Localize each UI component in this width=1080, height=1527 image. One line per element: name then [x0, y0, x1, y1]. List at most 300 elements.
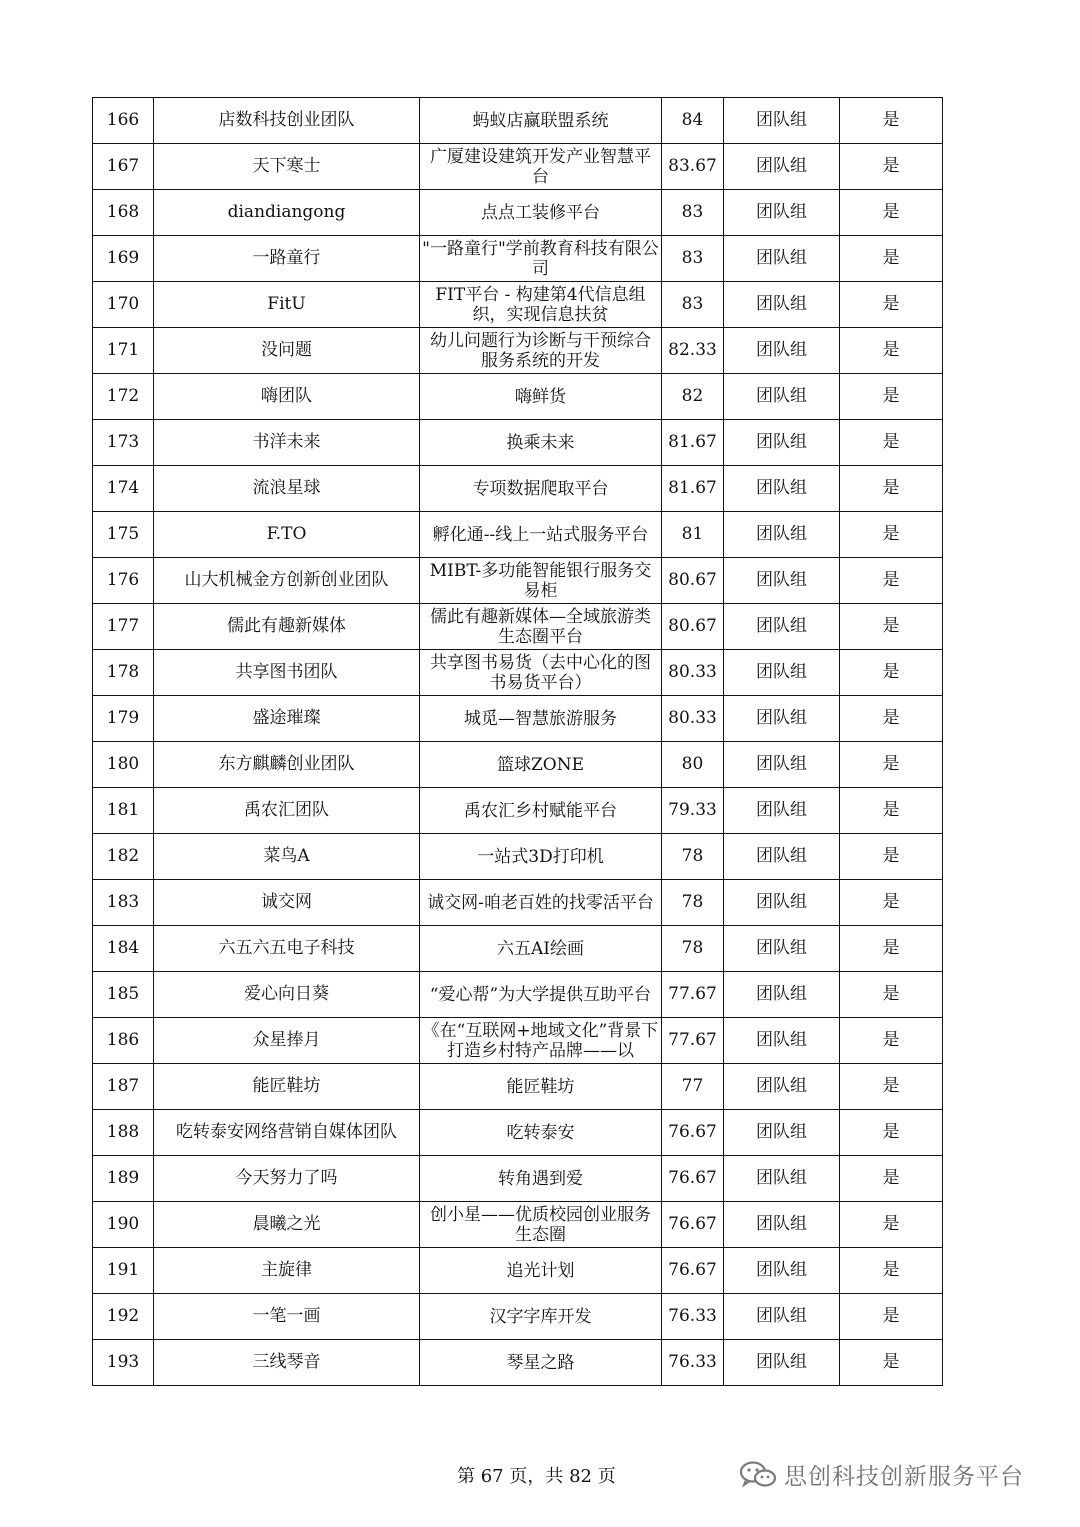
- group-cell: [724, 604, 840, 650]
- team-name-cell: [154, 282, 420, 328]
- rank-cell-text: 186: [106, 1030, 140, 1050]
- table-body: [93, 98, 943, 1386]
- rank-cell: [93, 972, 154, 1018]
- table-row: [93, 282, 943, 328]
- rank-cell-text: 170: [106, 294, 140, 314]
- qualified-cell: [840, 328, 943, 374]
- qualified-cell-text: 是: [882, 340, 900, 360]
- qualified-cell: [840, 1248, 943, 1294]
- table-row: [93, 972, 943, 1018]
- table-row: [93, 512, 943, 558]
- group-cell-text: 团队组: [756, 1352, 807, 1372]
- group-cell: [724, 374, 840, 420]
- team-name-cell-text: 主旋律: [261, 1260, 312, 1280]
- project-name-cell: [420, 420, 662, 466]
- group-cell: [724, 420, 840, 466]
- team-name-cell: [154, 466, 420, 512]
- qualified-cell-text: 是: [882, 892, 900, 912]
- score-cell: [662, 604, 724, 650]
- group-cell-text: 团队组: [756, 708, 807, 728]
- project-name-cell: [420, 1064, 662, 1110]
- qualified-cell: [840, 558, 943, 604]
- score-cell-text: 78: [681, 938, 704, 958]
- group-cell: [724, 282, 840, 328]
- rank-cell: [93, 1110, 154, 1156]
- team-name-cell: [154, 1340, 420, 1386]
- project-name-cell-text: MIBT-多功能智能银行服务交易柜: [429, 560, 652, 601]
- qualified-cell-text: 是: [882, 248, 900, 268]
- watermark: [738, 1458, 1024, 1491]
- score-cell-text: 77: [681, 1076, 704, 1096]
- group-cell: [724, 236, 840, 282]
- qualified-cell-text: 是: [882, 386, 900, 406]
- team-name-cell: [154, 190, 420, 236]
- team-name-cell: [154, 144, 420, 190]
- qualified-cell: [840, 972, 943, 1018]
- group-cell-text: 团队组: [756, 478, 807, 498]
- score-cell: [662, 190, 724, 236]
- project-name-cell: [420, 558, 662, 604]
- project-name-cell-text: 篮球ZONE: [496, 754, 585, 775]
- group-cell: [724, 190, 840, 236]
- qualified-cell: [840, 1018, 943, 1064]
- team-name-cell-text: 店数科技创业团队: [218, 110, 355, 130]
- qualified-cell: [840, 282, 943, 328]
- qualified-cell: [840, 98, 943, 144]
- score-cell-text: 79.33: [668, 800, 717, 820]
- score-cell: [662, 328, 724, 374]
- team-name-cell-text: 山大机械金方创新创业团队: [184, 570, 389, 590]
- table-row: [93, 190, 943, 236]
- project-name-cell: [420, 1156, 662, 1202]
- team-name-cell-text: 书洋未来: [252, 432, 321, 452]
- project-name-cell-text: 诚交网-咱老百姓的找零活平台: [427, 892, 654, 913]
- score-cell-text: 78: [681, 892, 704, 912]
- score-cell-text: 81.67: [668, 432, 717, 452]
- group-cell-text: 团队组: [756, 800, 807, 820]
- rank-cell-text: 189: [106, 1168, 140, 1188]
- project-name-cell-text: 追光计划: [506, 1260, 575, 1281]
- qualified-cell: [840, 1202, 943, 1248]
- project-name-cell-text: 换乘未来: [506, 432, 575, 453]
- project-name-cell-text: 共享图书易货（去中心化的图书易货平台）: [430, 652, 651, 693]
- team-name-cell: [154, 834, 420, 880]
- group-cell: [724, 742, 840, 788]
- group-cell: [724, 328, 840, 374]
- project-name-cell: [420, 742, 662, 788]
- qualified-cell-text: 是: [882, 846, 900, 866]
- group-cell: [724, 696, 840, 742]
- project-name-cell-text: 一站式3D打印机: [477, 846, 604, 867]
- table-row: [93, 1294, 943, 1340]
- project-name-cell-text: 转角遇到爱: [498, 1168, 583, 1189]
- team-name-cell-text: 嗨团队: [261, 386, 312, 406]
- team-name-cell-text: 三线琴音: [252, 1352, 321, 1372]
- project-name-cell-text: 点点工装修平台: [481, 202, 600, 223]
- rank-cell-text: 192: [106, 1306, 140, 1326]
- team-name-cell-text: 今天努力了吗: [235, 1168, 338, 1188]
- rank-cell-text: 167: [106, 156, 140, 176]
- score-cell: [662, 742, 724, 788]
- score-cell-text: 83: [681, 202, 704, 222]
- group-cell-text: 团队组: [756, 754, 807, 774]
- group-cell: [724, 512, 840, 558]
- score-cell-text: 82: [681, 386, 704, 406]
- project-name-cell: [420, 1248, 662, 1294]
- group-cell-text: 团队组: [756, 294, 807, 314]
- score-cell-text: 81.67: [668, 478, 717, 498]
- table-row: [93, 650, 943, 696]
- score-cell: [662, 512, 724, 558]
- score-cell: [662, 1156, 724, 1202]
- qualified-cell-text: 是: [882, 524, 900, 544]
- qualified-cell: [840, 1064, 943, 1110]
- group-cell-text: 团队组: [756, 984, 807, 1004]
- score-cell-text: 83: [681, 294, 704, 314]
- project-name-cell: [420, 466, 662, 512]
- score-cell-text: 80.67: [668, 570, 717, 590]
- team-name-cell-text: 一路童行: [252, 248, 321, 268]
- qualified-cell: [840, 1340, 943, 1386]
- group-cell-text: 团队组: [756, 386, 807, 406]
- table-row: [93, 1340, 943, 1386]
- rank-cell: [93, 834, 154, 880]
- group-cell-text: 团队组: [756, 524, 807, 544]
- group-cell-text: 团队组: [756, 1030, 807, 1050]
- qualified-cell-text: 是: [882, 202, 900, 222]
- table-row: [93, 926, 943, 972]
- team-name-cell-text: 东方麒麟创业团队: [218, 754, 355, 774]
- rank-cell-text: 179: [106, 708, 140, 728]
- qualified-cell-text: 是: [882, 294, 900, 314]
- wechat-icon: [738, 1460, 778, 1490]
- qualified-cell-text: 是: [882, 1122, 900, 1142]
- score-cell: [662, 650, 724, 696]
- score-cell: [662, 972, 724, 1018]
- rank-cell-text: 173: [106, 432, 140, 452]
- rank-cell: [93, 1064, 154, 1110]
- score-cell-text: 83: [681, 248, 704, 268]
- qualified-cell-text: 是: [882, 616, 900, 636]
- score-cell-text: 78: [681, 846, 704, 866]
- table-row: [93, 1018, 943, 1064]
- score-cell: [662, 1294, 724, 1340]
- team-name-cell-text: 诚交网: [261, 892, 312, 912]
- group-cell: [724, 1018, 840, 1064]
- score-cell: [662, 1110, 724, 1156]
- group-cell-text: 团队组: [756, 432, 807, 452]
- table-row: [93, 788, 943, 834]
- rank-cell: [93, 282, 154, 328]
- team-name-cell: [154, 1018, 420, 1064]
- project-name-cell-text: 汉字字库开发: [489, 1306, 592, 1327]
- project-name-cell-text: “爱心帮”为大学提供互助平台: [429, 984, 652, 1005]
- group-cell-text: 团队组: [756, 570, 807, 590]
- group-cell-text: 团队组: [756, 1168, 807, 1188]
- project-name-cell-text: 城觅—智慧旅游服务: [464, 708, 617, 729]
- group-cell: [724, 98, 840, 144]
- rank-cell: [93, 1340, 154, 1386]
- group-cell-text: 团队组: [756, 938, 807, 958]
- team-name-cell: [154, 788, 420, 834]
- qualified-cell: [840, 604, 943, 650]
- group-cell-text: 团队组: [756, 110, 807, 130]
- project-name-cell-text: 禹农汇乡村赋能平台: [464, 800, 617, 821]
- project-name-cell: [420, 834, 662, 880]
- group-cell: [724, 1340, 840, 1386]
- qualified-cell-text: 是: [882, 1306, 900, 1326]
- score-cell: [662, 1202, 724, 1248]
- project-name-cell: [420, 1294, 662, 1340]
- score-cell: [662, 1248, 724, 1294]
- team-name-cell-text: F.TO: [266, 524, 307, 544]
- score-cell: [662, 466, 724, 512]
- rank-cell-text: 187: [106, 1076, 140, 1096]
- project-name-cell: [420, 1340, 662, 1386]
- rank-cell: [93, 1248, 154, 1294]
- table-row: [93, 328, 943, 374]
- team-name-cell-text: 众星捧月: [252, 1030, 321, 1050]
- team-name-cell: [154, 1294, 420, 1340]
- project-name-cell-text: FIT平台 - 构建第4代信息组织，实现信息扶贫: [435, 284, 646, 325]
- qualified-cell: [840, 236, 943, 282]
- group-cell: [724, 1248, 840, 1294]
- team-name-cell: [154, 972, 420, 1018]
- project-name-cell: [420, 604, 662, 650]
- team-name-cell: [154, 236, 420, 282]
- group-cell: [724, 880, 840, 926]
- table-row: [93, 1110, 943, 1156]
- qualified-cell-text: 是: [882, 662, 900, 682]
- score-cell: [662, 1064, 724, 1110]
- qualified-cell-text: 是: [882, 570, 900, 590]
- project-name-cell-text: 琴星之路: [506, 1352, 575, 1373]
- project-name-cell: [420, 98, 662, 144]
- group-cell: [724, 926, 840, 972]
- project-name-cell-text: 蚂蚁店赢联盟系统: [472, 110, 609, 131]
- project-name-cell-text: 孵化通--线上一站式服务平台: [432, 524, 649, 545]
- score-cell-text: 80.33: [668, 708, 717, 728]
- group-cell-text: 团队组: [756, 1260, 807, 1280]
- team-name-cell: [154, 420, 420, 466]
- project-name-cell: [420, 282, 662, 328]
- rank-cell: [93, 1018, 154, 1064]
- project-name-cell-text: 专项数据爬取平台: [472, 478, 609, 499]
- project-name-cell-text: 《在“互联网+地域文化”背景下打造乡村特产品牌——以: [422, 1020, 659, 1061]
- rank-cell-text: 168: [106, 202, 140, 222]
- rank-cell: [93, 742, 154, 788]
- table-row: [93, 236, 943, 282]
- qualified-cell-text: 是: [882, 1076, 900, 1096]
- group-cell-text: 团队组: [756, 1076, 807, 1096]
- qualified-cell-text: 是: [882, 1260, 900, 1280]
- table-row: [93, 696, 943, 742]
- team-name-cell-text: 没问题: [261, 340, 312, 360]
- rank-cell: [93, 328, 154, 374]
- score-cell: [662, 558, 724, 604]
- team-name-cell: [154, 558, 420, 604]
- team-name-cell-text: 天下寒士: [252, 156, 321, 176]
- qualified-cell-text: 是: [882, 156, 900, 176]
- team-name-cell-text: 一笔一画: [252, 1306, 321, 1326]
- team-name-cell: [154, 98, 420, 144]
- qualified-cell-text: 是: [882, 984, 900, 1004]
- group-cell: [724, 1202, 840, 1248]
- team-name-cell-text: 共享图书团队: [235, 662, 338, 682]
- rank-cell: [93, 558, 154, 604]
- rank-cell: [93, 374, 154, 420]
- team-name-cell-text: 流浪星球: [252, 478, 321, 498]
- table-row: [93, 374, 943, 420]
- score-cell-text: 84: [681, 110, 704, 130]
- qualified-cell-text: 是: [882, 110, 900, 130]
- score-cell: [662, 696, 724, 742]
- qualified-cell: [840, 1294, 943, 1340]
- page-footer: 第 67 页，共 82 页: [457, 1466, 616, 1487]
- team-name-cell-text: 菜鸟A: [263, 846, 310, 866]
- rank-cell-text: 175: [106, 524, 140, 544]
- qualified-cell-text: 是: [882, 432, 900, 452]
- rank-cell: [93, 650, 154, 696]
- rank-cell: [93, 512, 154, 558]
- team-name-cell: [154, 512, 420, 558]
- qualified-cell: [840, 144, 943, 190]
- score-cell-text: 83.67: [668, 156, 717, 176]
- team-name-cell: [154, 926, 420, 972]
- rank-cell-text: 166: [106, 110, 140, 130]
- table-row: [93, 880, 943, 926]
- qualified-cell: [840, 190, 943, 236]
- rank-cell-text: 183: [106, 892, 140, 912]
- team-name-cell-text: 爱心向日葵: [244, 984, 329, 1004]
- group-cell: [724, 1064, 840, 1110]
- score-cell: [662, 1340, 724, 1386]
- score-cell-text: 76.67: [668, 1260, 717, 1280]
- rank-cell: [93, 466, 154, 512]
- rank-cell-text: 185: [106, 984, 140, 1004]
- project-name-cell: [420, 512, 662, 558]
- team-name-cell-text: FitU: [267, 294, 306, 314]
- qualified-cell-text: 是: [882, 1352, 900, 1372]
- table-row: [93, 144, 943, 190]
- rank-cell: [93, 1156, 154, 1202]
- project-name-cell: [420, 190, 662, 236]
- score-cell-text: 77.67: [668, 1030, 717, 1050]
- score-cell-text: 80.33: [668, 662, 717, 682]
- rank-cell: [93, 98, 154, 144]
- team-name-cell: [154, 696, 420, 742]
- qualified-cell: [840, 926, 943, 972]
- qualified-cell: [840, 1110, 943, 1156]
- qualified-cell: [840, 466, 943, 512]
- table-row: [93, 834, 943, 880]
- team-name-cell-text: 禹农汇团队: [244, 800, 329, 820]
- group-cell-text: 团队组: [756, 202, 807, 222]
- project-name-cell: [420, 926, 662, 972]
- group-cell-text: 团队组: [756, 156, 807, 176]
- qualified-cell: [840, 374, 943, 420]
- team-name-cell: [154, 374, 420, 420]
- rank-cell-text: 180: [106, 754, 140, 774]
- group-cell-text: 团队组: [756, 340, 807, 360]
- group-cell: [724, 144, 840, 190]
- qualified-cell: [840, 650, 943, 696]
- project-name-cell: [420, 650, 662, 696]
- rank-cell: [93, 236, 154, 282]
- table-row: [93, 1248, 943, 1294]
- rank-cell-text: 177: [106, 616, 140, 636]
- rank-cell: [93, 604, 154, 650]
- rank-cell-text: 181: [106, 800, 140, 820]
- team-name-cell: [154, 1064, 420, 1110]
- rank-cell: [93, 144, 154, 190]
- team-name-cell-text: 能匠鞋坊: [252, 1076, 321, 1096]
- rank-cell-text: 172: [106, 386, 140, 406]
- score-cell-text: 76.33: [668, 1352, 717, 1372]
- project-name-cell-text: 吃转泰安: [506, 1122, 575, 1143]
- rank-cell: [93, 420, 154, 466]
- group-cell-text: 团队组: [756, 248, 807, 268]
- project-name-cell: [420, 1018, 662, 1064]
- score-cell: [662, 144, 724, 190]
- table-row: [93, 1156, 943, 1202]
- table-row: [93, 420, 943, 466]
- score-cell-text: 77.67: [668, 984, 717, 1004]
- project-name-cell: [420, 328, 662, 374]
- team-name-cell-text: 晨曦之光: [252, 1214, 321, 1234]
- qualified-cell: [840, 788, 943, 834]
- score-cell: [662, 374, 724, 420]
- rank-cell: [93, 926, 154, 972]
- team-name-cell: [154, 742, 420, 788]
- project-name-cell: [420, 374, 662, 420]
- project-name-cell: [420, 1202, 662, 1248]
- rank-cell-text: 193: [106, 1352, 140, 1372]
- table-row: [93, 1064, 943, 1110]
- group-cell-text: 团队组: [756, 846, 807, 866]
- team-name-cell: [154, 604, 420, 650]
- rank-cell-text: 182: [106, 846, 140, 866]
- group-cell: [724, 788, 840, 834]
- score-cell-text: 76.67: [668, 1214, 717, 1234]
- project-name-cell: [420, 880, 662, 926]
- rank-cell-text: 176: [106, 570, 140, 590]
- rank-cell-text: 178: [106, 662, 140, 682]
- score-cell: [662, 834, 724, 880]
- score-cell: [662, 926, 724, 972]
- qualified-cell: [840, 742, 943, 788]
- qualified-cell-text: 是: [882, 938, 900, 958]
- table-row: [93, 1202, 943, 1248]
- score-cell-text: 76.67: [668, 1168, 717, 1188]
- score-cell: [662, 880, 724, 926]
- qualified-cell-text: 是: [882, 754, 900, 774]
- qualified-cell-text: 是: [882, 708, 900, 728]
- rank-cell-text: 184: [106, 938, 140, 958]
- team-name-cell-text: diandiangong: [227, 202, 346, 222]
- group-cell: [724, 1110, 840, 1156]
- team-name-cell: [154, 880, 420, 926]
- group-cell-text: 团队组: [756, 662, 807, 682]
- qualified-cell-text: 是: [882, 478, 900, 498]
- qualified-cell: [840, 420, 943, 466]
- rank-cell-text: 191: [106, 1260, 140, 1280]
- score-cell: [662, 788, 724, 834]
- team-name-cell: [154, 1156, 420, 1202]
- results-table: [92, 97, 943, 1386]
- project-name-cell-text: 嗨鲜货: [515, 386, 566, 407]
- project-name-cell-text: 幼儿问题行为诊断与干预综合服务系统的开发: [430, 330, 651, 371]
